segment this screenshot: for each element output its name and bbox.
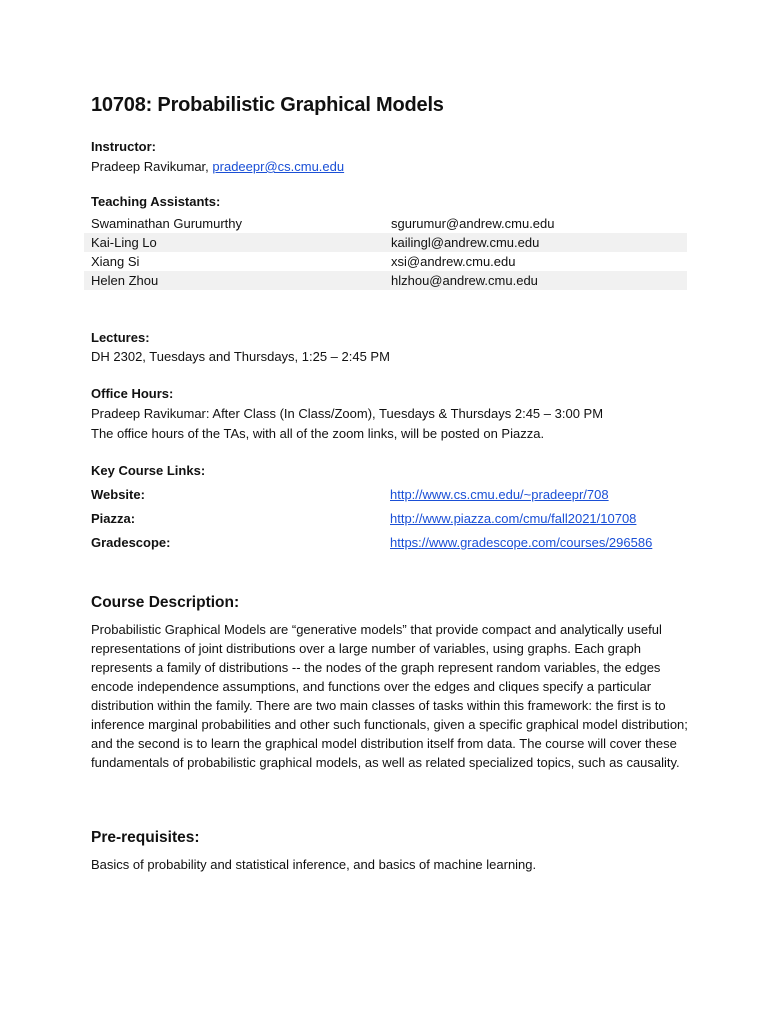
prerequisites-heading: Pre-requisites: bbox=[91, 829, 200, 846]
gradescope-link[interactable]: https://www.gradescope.com/courses/296586 bbox=[390, 535, 653, 550]
key-links-label: Key Course Links: bbox=[91, 463, 206, 478]
instructor-label: Instructor: bbox=[91, 139, 156, 154]
link-row-website bbox=[91, 485, 691, 509]
website-link[interactable]: http://www.cs.cmu.edu/~pradeepr/708 bbox=[390, 487, 609, 502]
office-hours-line-1: Pradeep Ravikumar: After Class (In Class/Zoom), Tuesdays & Thursdays 2:45 – 3:00 PM bbox=[91, 406, 604, 421]
page-title: 10708: Probabilistic Graphical Models bbox=[91, 94, 444, 116]
office-hours-label: Office Hours: bbox=[91, 386, 174, 401]
link-row-piazza bbox=[91, 509, 691, 533]
website-label: Website: bbox=[91, 487, 145, 502]
prerequisites-text: Basics of probability and statistical inference, and basics of machine learning. bbox=[91, 857, 537, 872]
course-description-text: Probabilistic Graphical Models are “generative models” that provide compact and analytically useful representations of joint distributions over a large number of variables, using graphs. Each graph represents a family of distributions -- the nodes of the graph represent random variables, the edges encode independence assumptions, and functions over the edges and cliques specify a particular distribution within the family. There are two main classes of tasks within this framework: the first is to inference marginal probabilities and other such functionals, given a specific graphical model distribution; and the second is to learn the graphical model distribution itself from data. The course will cover these fundamentals of probabilistic graphical models, as well as related specialized topics, such as causality. bbox=[91, 622, 688, 770]
ta-label: Teaching Assistants: bbox=[91, 194, 221, 209]
ta-name: Helen Zhou bbox=[91, 273, 159, 288]
table-row bbox=[84, 214, 687, 233]
ta-name: Swaminathan Gurumurthy bbox=[91, 216, 243, 231]
gradescope-label: Gradescope: bbox=[91, 535, 171, 550]
ta-email: hlzhou@andrew.cmu.edu bbox=[391, 273, 538, 288]
office-hours-line-2: The office hours of the TAs, with all of the zoom links, will be posted on Piazza. bbox=[91, 426, 545, 441]
ta-name: Xiang Si bbox=[91, 254, 140, 269]
piazza-link[interactable]: http://www.piazza.com/cmu/fall2021/10708 bbox=[390, 511, 637, 526]
piazza-label: Piazza: bbox=[91, 511, 136, 526]
lectures-text: DH 2302, Tuesdays and Thursdays, 1:25 – 2:45 PM bbox=[91, 349, 390, 364]
ta-email: kailingl@andrew.cmu.edu bbox=[391, 235, 540, 250]
key-links-table bbox=[91, 485, 691, 557]
course-description-heading: Course Description: bbox=[91, 594, 240, 611]
table-row bbox=[84, 233, 687, 252]
ta-table bbox=[84, 214, 687, 290]
table-row bbox=[84, 252, 687, 271]
ta-email: sgurumur@andrew.cmu.edu bbox=[391, 216, 555, 231]
table-row bbox=[84, 271, 687, 290]
lectures-label: Lectures: bbox=[91, 330, 150, 345]
instructor-line bbox=[91, 159, 344, 174]
ta-name: Kai-Ling Lo bbox=[91, 235, 157, 250]
link-row-gradescope bbox=[91, 533, 691, 557]
instructor-name: Pradeep Ravikumar, bbox=[91, 159, 213, 174]
instructor-email-link[interactable]: pradeepr@cs.cmu.edu bbox=[212, 159, 345, 174]
ta-email: xsi@andrew.cmu.edu bbox=[391, 254, 516, 269]
